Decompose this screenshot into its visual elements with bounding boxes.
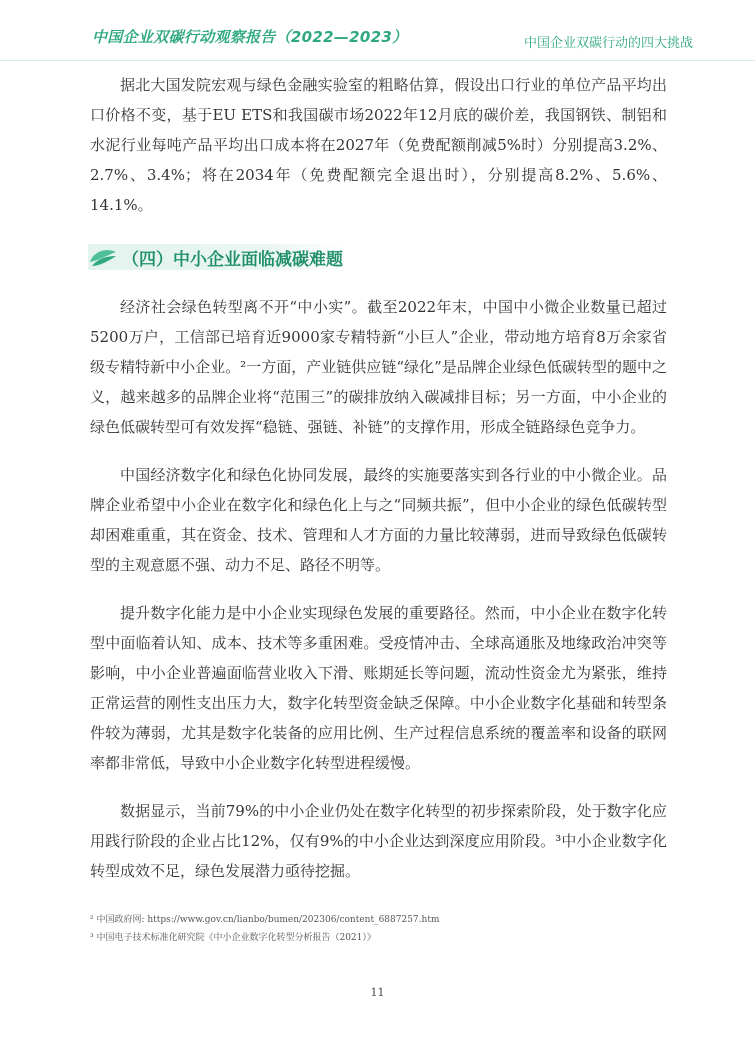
paragraph: 中国经济数字化和绿色化协同发展，最终的实施要落实到各行业的中小微企业。品牌企业希望中小企业在数字化和绿色化上与之“同频共振”，但中小企业的绿色低碳转型却困难重重，其在资金、技术、管理和人才方面的力量比较薄弱，进而导致绿色低碳转型的主观意愿不强、动力不足、路径不明等。 <box>90 466 667 574</box>
paragraph: 据北大国发院宏观与绿色金融实验室的粗略估算，假设出口行业的单位产品平均出口价格不变，基于EU ETS和我国碳市场2022年12月底的碳价差，我国钢铁、制铝和水泥行业每吨产品平均出口成本将在2027年（免费配额削减5%时）分别提高3.2%、2.7%、3.4%；将在2034年（免费配额完全退出时），分别提高8.2%、5.6%、14.1%。 <box>90 76 667 214</box>
paragraph: 经济社会绿色转型离不开“中小实”。截至2022年末，中国中小微企业数量已超过5200万户，工信部已培育近9000家专精特新“小巨人”企业，带动地方培育8万余家省级专精特新中小企业。²一方面，产业链供应链“绿化”是品牌企业绿色低碳转型的题中之义，越来越多的品牌企业将“范围三”的碳排放纳入碳减排目标；另一方面，中小企业的绿色低碳转型可有效发挥“稳链、强链、补链”的支撑作用，形成全链路绿色竞争力。 <box>90 298 667 436</box>
paragraph: 数据显示，当前79%的中小企业仍处在数字化转型的初步探索阶段，处于数字化应用践行阶段的企业占比12%，仅有9%的中小企业达到深度应用阶段。³中小企业数字化转型成效不足，绿色发展潜力亟待挖掘。 <box>90 802 667 880</box>
paragraph: 提升数字化能力是中小企业实现绿色发展的重要路径。然而，中小企业在数字化转型中面临着认知、成本、技术等多重困难。受疫情冲击、全球高通胀及地缘政治冲突等影响，中小企业普遍面临营业收入下滑、账期延长等问题，流动性资金尤为紧张，维持正常运营的刚性支出压力大，数字化转型资金缺乏保障。中小企业数字化基础和转型条件较为薄弱，尤其是数字化装备的应用比例、生产过程信息系统的覆盖率和设备的联网率都非常低，导致中小企业数字化转型进程缓慢。 <box>90 604 667 772</box>
report-title: 中国企业双碳行动观察报告（2022—2023） <box>92 28 408 46</box>
main-content <box>90 70 667 886</box>
footnote: ² 中国政府网: https://www.gov.cn/lianbo/bumen/202306/content_6887257.htm <box>90 915 440 925</box>
footnote: ³ 中国电子技术标准化研究院《中小企业数字化转型分析报告（2021）》 <box>90 933 376 943</box>
section-heading <box>88 238 667 276</box>
page-number: 11 <box>370 986 385 999</box>
leaf-icon <box>88 246 118 268</box>
chapter-title: 中国企业双碳行动的四大挑战 <box>523 36 693 51</box>
section-title: （四）中小企业面临减碳难题 <box>122 250 343 270</box>
page-header <box>0 0 755 61</box>
footnotes <box>90 914 667 950</box>
